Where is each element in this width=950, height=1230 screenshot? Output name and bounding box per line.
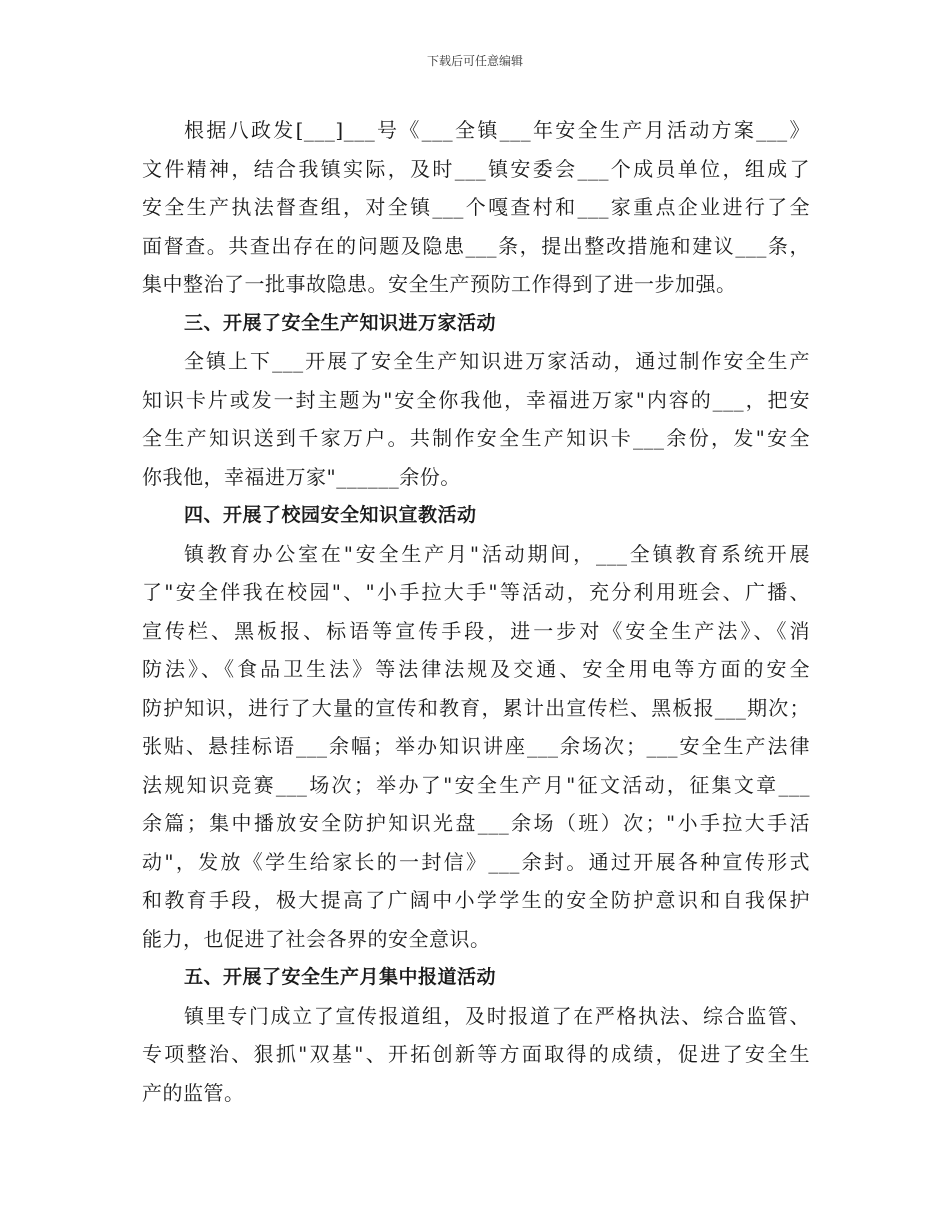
paragraph-line: 能力，也促进了社会各界的安全意识。 [142,926,491,951]
paragraph-line: 产的监管。 [142,1080,245,1105]
page-header: 下载后可任意编辑 [426,54,523,68]
paragraph-line: 专项整治、狠抓"双基"、开拓创新等方面取得的成绩，促进了安全生 [142,1042,810,1066]
section-heading: 三、开展了安全生产知识进万家活动 [184,311,497,334]
paragraph-line: 你我他，幸福进万家"______余份。 [142,464,461,489]
paragraph-line: 知识卡片或发一封主题为"安全你我他，幸福进万家"内容的___，把安 [142,387,810,412]
paragraph-line: 集中整治了一批事故隐患。安全生产预防工作得到了进一步加强。 [142,272,737,296]
paragraph-line: 和教育手段，极大提高了广阔中小学学生的安全防护意识和自我保护 [142,888,810,912]
paragraph-line: 防法》、《食品卫生法》等法律法规及交通、安全用电等方面的安全 [142,657,810,681]
paragraph-line: 安全生产执法督查组，对全镇___个嘎查村和___家重点企业进行了全 [142,195,810,219]
paragraph-line: 余篇；集中播放安全防护知识光盘___余场（班）次；"小手拉大手活 [142,811,810,835]
paragraph-line: 面督查。共查出存在的问题及隐患___条，提出整改措施和建议___条， [142,233,810,258]
paragraph-line: 根据八政发[___]___号《___全镇___年安全生产月活动方案___》 [184,118,810,142]
paragraph-line: 防护知识，进行了大量的宣传和教育，累计出宣传栏、黑板报___期次； [142,695,810,720]
paragraph-line: 了"安全伴我在校园"、"小手拉大手"等活动，充分利用班会、广播、 [142,580,810,604]
document-body [142,111,810,1112]
paragraph-line: 张贴、悬挂标语___余幅；举办知识讲座___余场次；___安全生产法律 [142,734,810,758]
section-heading: 四、开展了校园安全知识宣教活动 [184,504,477,526]
paragraph-line: 动"，发放《学生给家长的一封信》___余封。通过开展各种宣传形式 [142,849,810,874]
paragraph-line: 镇教育办公室在"安全生产月"活动期间，___全镇教育系统开展 [184,541,810,566]
paragraph-line: 镇里专门成立了宣传报道组，及时报道了在严格执法、综合监管、 [184,1003,810,1028]
paragraph-line: 文件精神，结合我镇实际，及时___镇安委会___个成员单位，组成了 [142,156,810,181]
paragraph-line: 宣传栏、黑板报、标语等宣传手段，进一步对《安全生产法》、《消 [142,618,810,643]
paragraph-line: 全生产知识送到千家万户。共制作安全生产知识卡___余份，发"安全 [142,426,810,450]
paragraph-line: 法规知识竞赛___场次；举办了"安全生产月"征文活动，征集文章___ [142,772,810,797]
section-heading: 五、开展了安全生产月集中报道活动 [184,966,497,988]
paragraph-line: 全镇上下___开展了安全生产知识进万家活动，通过制作安全生产 [184,349,810,373]
